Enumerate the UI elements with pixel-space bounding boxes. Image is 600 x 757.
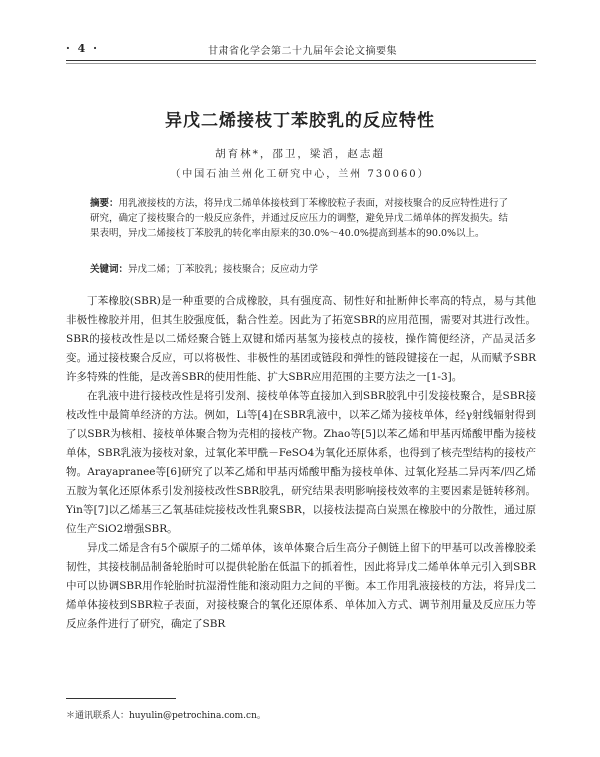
header-rule-thin <box>66 63 536 64</box>
keywords-label: 关键词： <box>90 264 129 275</box>
keywords <box>90 262 510 277</box>
header-rule <box>66 60 536 61</box>
abstract-text: 用乳液接枝的方法，将异戊二烯单体接枝到丁苯橡胶粒子表面，对接枝聚合的反应特性进行了研究，确定了接枝聚合的一般反应条件，并通过反应压力的调整，避免异戊二烯单体的挥发损失。结果表明，异戊二烯接枝丁苯胶乳的转化率由原来的30.0%～40.0%提高到基本的90.0%以上。 <box>90 198 509 239</box>
page-header <box>66 40 536 60</box>
running-title: 甘肃省化学会第二十九届年会论文摘要集 <box>208 46 397 57</box>
paper-title: 异戊二烯接枝丁苯胶乳的反应特性 <box>165 111 435 131</box>
authors: 胡育林*，邵卫，梁滔，赵志超 <box>215 148 385 160</box>
abstract <box>90 196 510 241</box>
page-number: · 4 · <box>66 42 99 55</box>
footnote-rule <box>66 698 176 699</box>
footnote: ＊通讯联系人：huyulin@petrochina.com.cn。 <box>66 711 266 721</box>
abstract-label: 摘要： <box>90 198 119 209</box>
paragraph: 丁苯橡胶(SBR)是一种重要的合成橡胶，具有强度高、韧性好和扯断伸长率高的特点，易与其他非极性橡胶并用，但其生胶强度低，黏合性差。因此为了拓宽SBR的应用范围，需要对其进行改性。SBR的接枝改性是以二烯烃聚合链上双键和烯丙基氢为接枝点的接枝，操作简便经济，产品灵活多变。通过接枝聚合反应，可以将极性、非极性的基团或链段和弹性的链段键接在一起，从而赋予SBR许多特殊的性能，是改善SBR的使用性能、扩大SBR应用范围的主要方法之一[1-3]。 <box>66 295 536 383</box>
body-text <box>66 292 536 634</box>
keywords-text: 异戊二烯；丁苯胶乳；接枝聚合；反应动力学 <box>128 264 319 275</box>
paragraph: 异戊二烯是含有5个碳原子的二烯单体，该单体聚合后生高分子侧链上留下的甲基可以改善橡胶柔韧性，其接枝制品制备轮胎时可以提供轮胎在低温下的抓着性，因此将异戊二烯单体单元引入到SBR中可以协调SBR用作轮胎时抗湿滑性能和滚动阻力之间的平衡。本工作用乳液接枝的方法，将异戊二烯单体接枝到SBR粒子表面，对接枝聚合的氧化还原体系、单体加入方式、调节剂用量及反应压力等反应条件进行了研究，确定了SBR <box>66 542 536 630</box>
paragraph: 在乳液中进行接枝改性是将引发剂、接枝单体等直接加入到SBR胶乳中引发接枝聚合，是SBR接枝改性中最简单经济的方法。例如，Li等[4]在SBR乳液中，以苯乙烯为接枝单体，经γ射线辐射得到了以SBR为核相、接枝单体聚合物为壳相的接枝产物。Zhao等[5]以苯乙烯和甲基丙烯酸甲酯为接枝单体，SBR乳液为接枝对象，过氧化苯甲酰－FeSO4为氧化还原体系，也得到了核壳型结构的接枝产物。Arayapranee等[6]研究了以苯乙烯和甲基丙烯酸甲酯为接枝单体、过氧化羟基二异丙苯/四乙烯五胺为氧化还原体系引发剂接枝改性SBR胶乳，研究结果表明影响接枝效率的主要因素是链转移剂。Yin等[7]以乙烯基三乙氧基硅烷接枝改性乳聚SBR，以接枝法提高白炭黑在橡胶中的分散性，通过原位生产SiO2增强SBR。 <box>66 390 536 535</box>
affiliation: （中国石油兰州化工研究中心，兰州 730060） <box>170 169 430 180</box>
